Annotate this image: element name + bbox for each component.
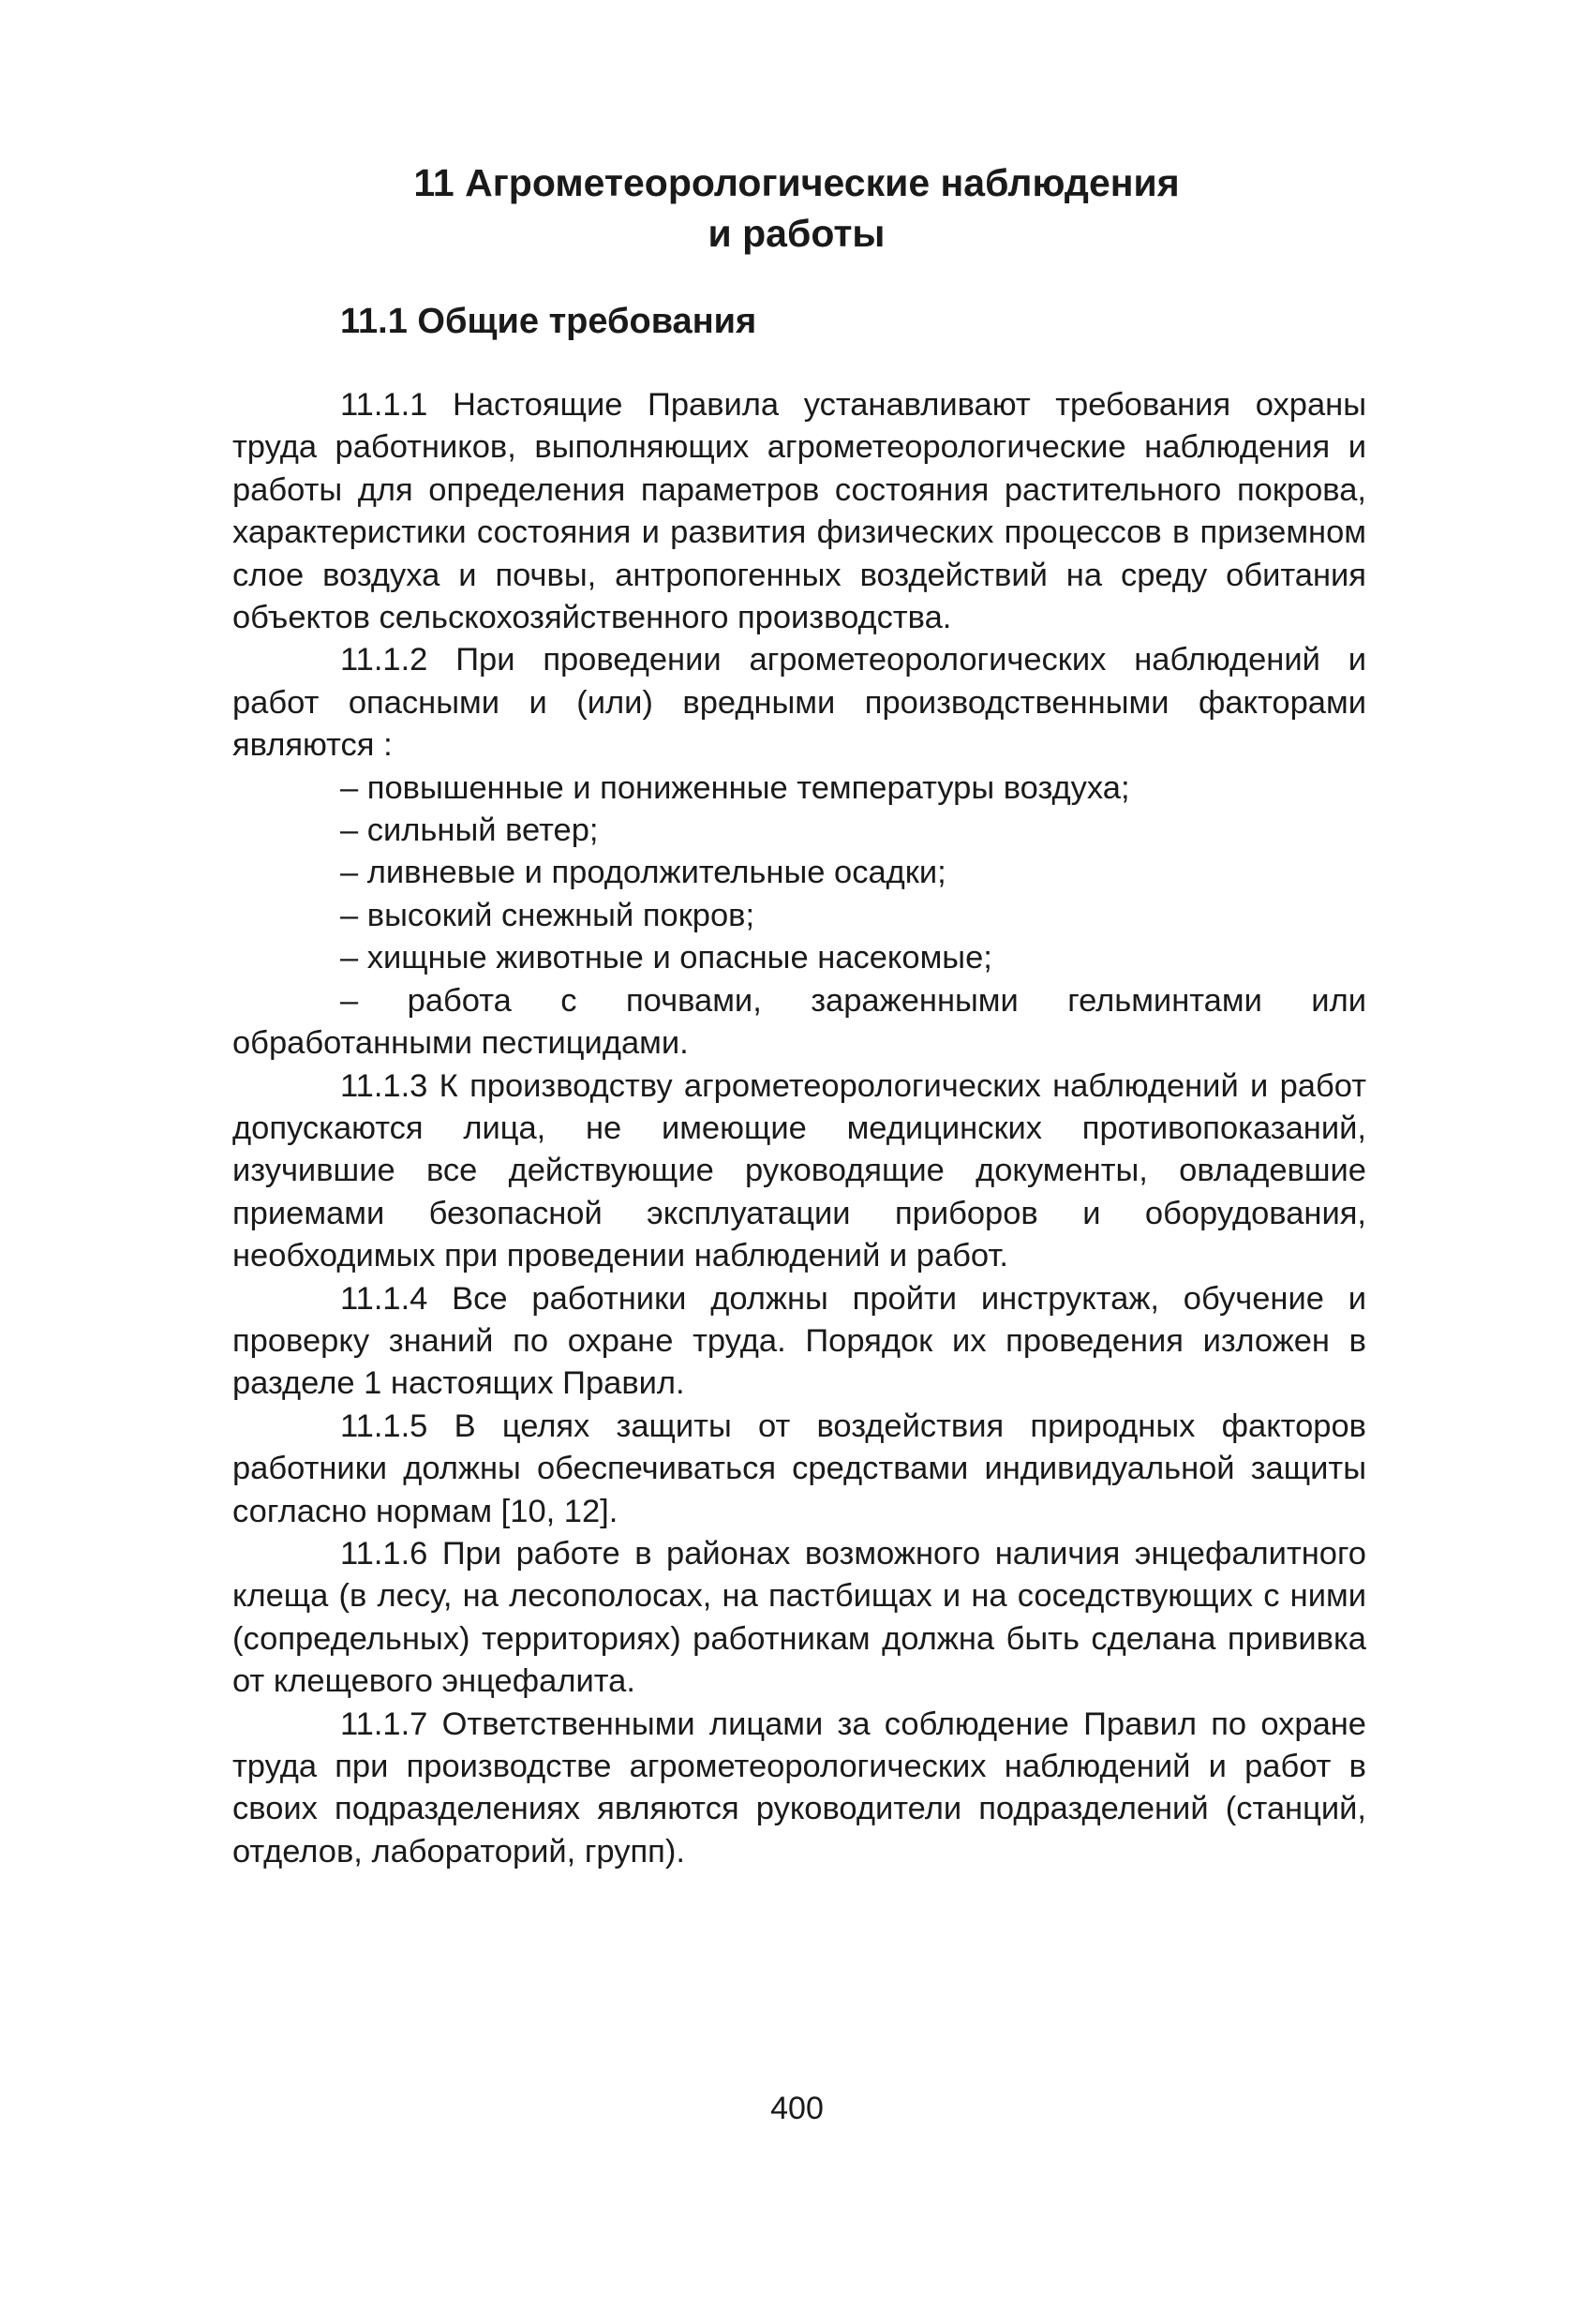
page-number: 400	[770, 2091, 824, 2126]
list-item: – высокий снежный покров;	[340, 897, 755, 933]
list-item: – ливневые и продолжительные осадки;	[340, 855, 946, 891]
list-item: – хищные животные и опасные насекомые;	[340, 940, 992, 976]
chapter-title	[234, 157, 1359, 259]
list-item: – повышенные и пониженные температуры воздуха;	[340, 769, 1130, 806]
chapter-title-line-2: и работы	[708, 212, 886, 255]
paragraph-11-1-7: 11.1.7 Ответственными лицами за соблюдение Правил по охране труда при производстве агрометеорологических наблюдений и работ в своих подразделениях являются руководители подразделений (станций, отделов, лабораторий, групп).	[232, 1706, 1366, 1870]
paragraph-11-1-1: 11.1.1 Настоящие Правила устанавливают требования охраны труда работников, выполняющих агрометеорологические наблюдения и работы для определения параметров состояния растительного покрова, характеристики состояния и развития физических процессов в приземном слое воздуха и почвы, антропогенных воздействий на среду обитания объектов сельскохозяйственного производства.	[232, 387, 1366, 636]
body-text	[232, 384, 1366, 1873]
paragraph-11-1-5: 11.1.5 В целях защиты от воздействия природных факторов работники должны обеспечиваться средствами индивидуальной защиты согласно нормам [10, 12].	[232, 1408, 1366, 1529]
paragraph-11-1-6: 11.1.6 При работе в районах возможного наличия энцефалитного клеща (в лесу, на лесополосах, на пастбищах и на соседствующих с ними (сопредельных) территориях) работникам должна быть сделана прививка от клещевого энцефалита.	[232, 1535, 1366, 1700]
paragraph-11-1-3: 11.1.3 К производству агрометеорологических наблюдений и работ допускаются лица, не имеющие медицинских противопоказаний, изучившие все действующие руководящие документы, овладевшие приемами безопасной эксплуатации приборов и оборудования, необходимых при проведении наблюдений и работ.	[232, 1067, 1366, 1274]
paragraph-11-1-2: 11.1.2 При проведении агрометеорологических наблюдений и работ опасными и (или) вредными производственными факторами являются :	[232, 642, 1366, 764]
paragraph-11-1-4: 11.1.4 Все работники должны пройти инструктаж, обучение и проверку знаний по охране труда. Порядок их проведения изложен в разделе 1 настоящих Правил.	[232, 1280, 1366, 1402]
chapter-title-line-1: 11 Агрометеорологические наблюдения	[413, 161, 1180, 204]
list-item: – сильный ветер;	[340, 812, 599, 849]
list-item: – работа с почвами, зараженными гельминтами или обработанными пестицидами.	[232, 982, 1366, 1062]
section-heading: 11.1 Общие требования	[340, 302, 757, 341]
